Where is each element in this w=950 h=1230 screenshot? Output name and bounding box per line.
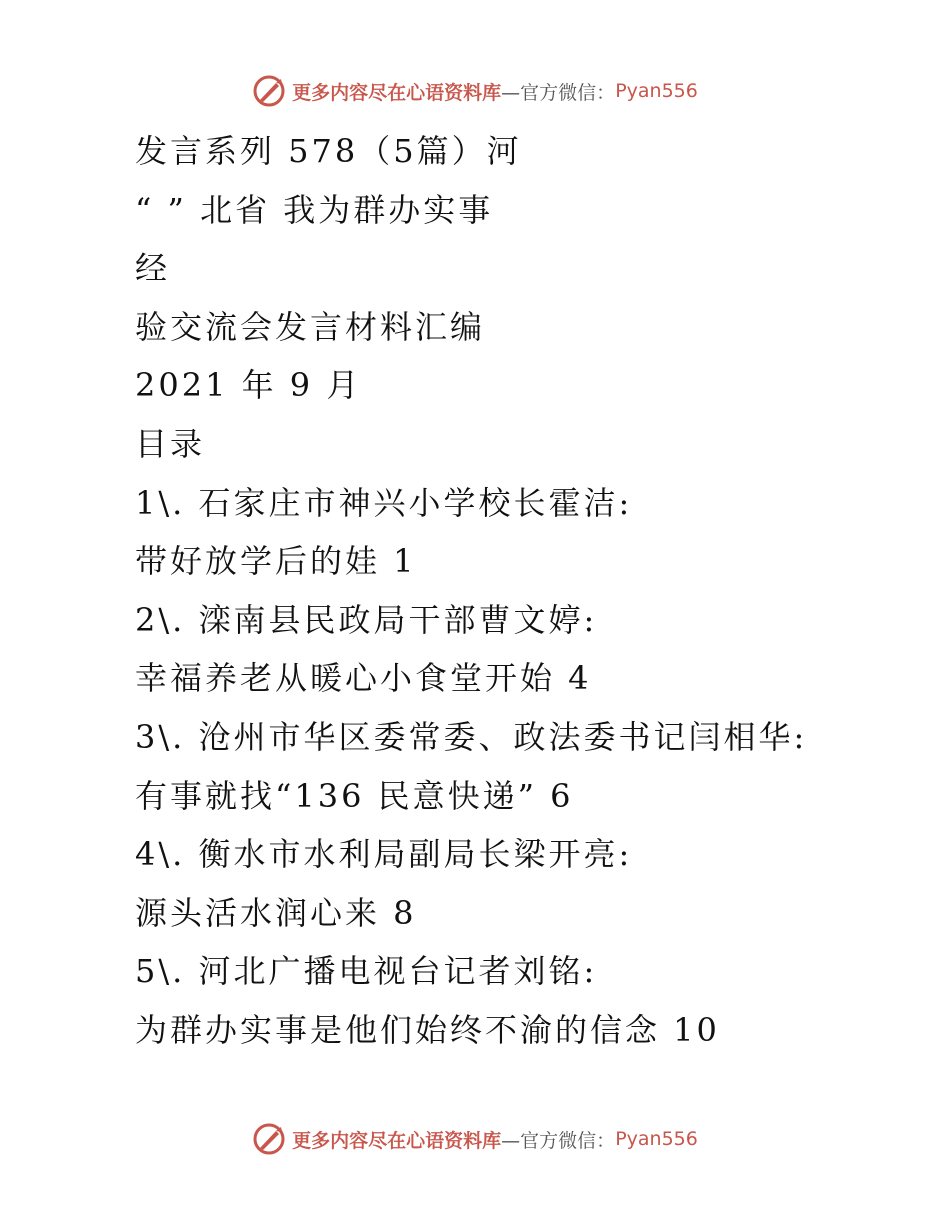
toc-entry: 有事就找“136 民意快递” 6 [135, 776, 574, 815]
banner-main-text: 更多内容尽在心语资料库 [292, 81, 502, 104]
doc-line: “ ” 北省 我为群办实事 [135, 190, 494, 229]
quill-logo-icon [252, 1122, 286, 1156]
toc-entry: 源头活水润心来 8 [135, 893, 417, 932]
document-body [135, 122, 925, 1060]
toc-entry: 5\. 河北广播电视台记者刘铭: [135, 952, 598, 991]
banner-contact: Pyan556 [615, 1128, 698, 1150]
banner-contact: Pyan556 [615, 80, 698, 102]
doc-line: 验交流会发言材料汇编 [135, 307, 486, 346]
banner-main-text: 更多内容尽在心语资料库 [292, 1129, 502, 1152]
banner-sub-text: —官方微信： [501, 1129, 616, 1152]
toc-entry: 幸福养老从暖心小食堂开始 4 [135, 659, 592, 698]
toc-entry: 2\. 滦南县民政局干部曹文婷: [135, 600, 598, 639]
footer-banner [0, 1119, 950, 1159]
header-banner [0, 71, 950, 111]
doc-line: 经 [135, 249, 171, 288]
toc-heading: 目录 [135, 424, 206, 463]
toc-entry: 为群办实事是他们始终不渝的信念 10 [135, 1010, 720, 1049]
doc-line: 发言系列 578（5篇）河 [135, 132, 522, 170]
banner-sub-text: —官方微信： [501, 81, 616, 104]
toc-entry: 带好放学后的娃 1 [135, 542, 417, 581]
doc-line: 2021 年 9 月 [135, 366, 362, 405]
toc-entry: 4\. 衡水市水利局副局长梁开亮: [135, 835, 633, 874]
toc-entry: 3\. 沧州市华区委常委、政法委书记闫相华: [135, 717, 808, 756]
toc-entry: 1\. 石家庄市神兴小学校长霍洁: [135, 483, 633, 522]
quill-logo-icon [252, 74, 286, 108]
